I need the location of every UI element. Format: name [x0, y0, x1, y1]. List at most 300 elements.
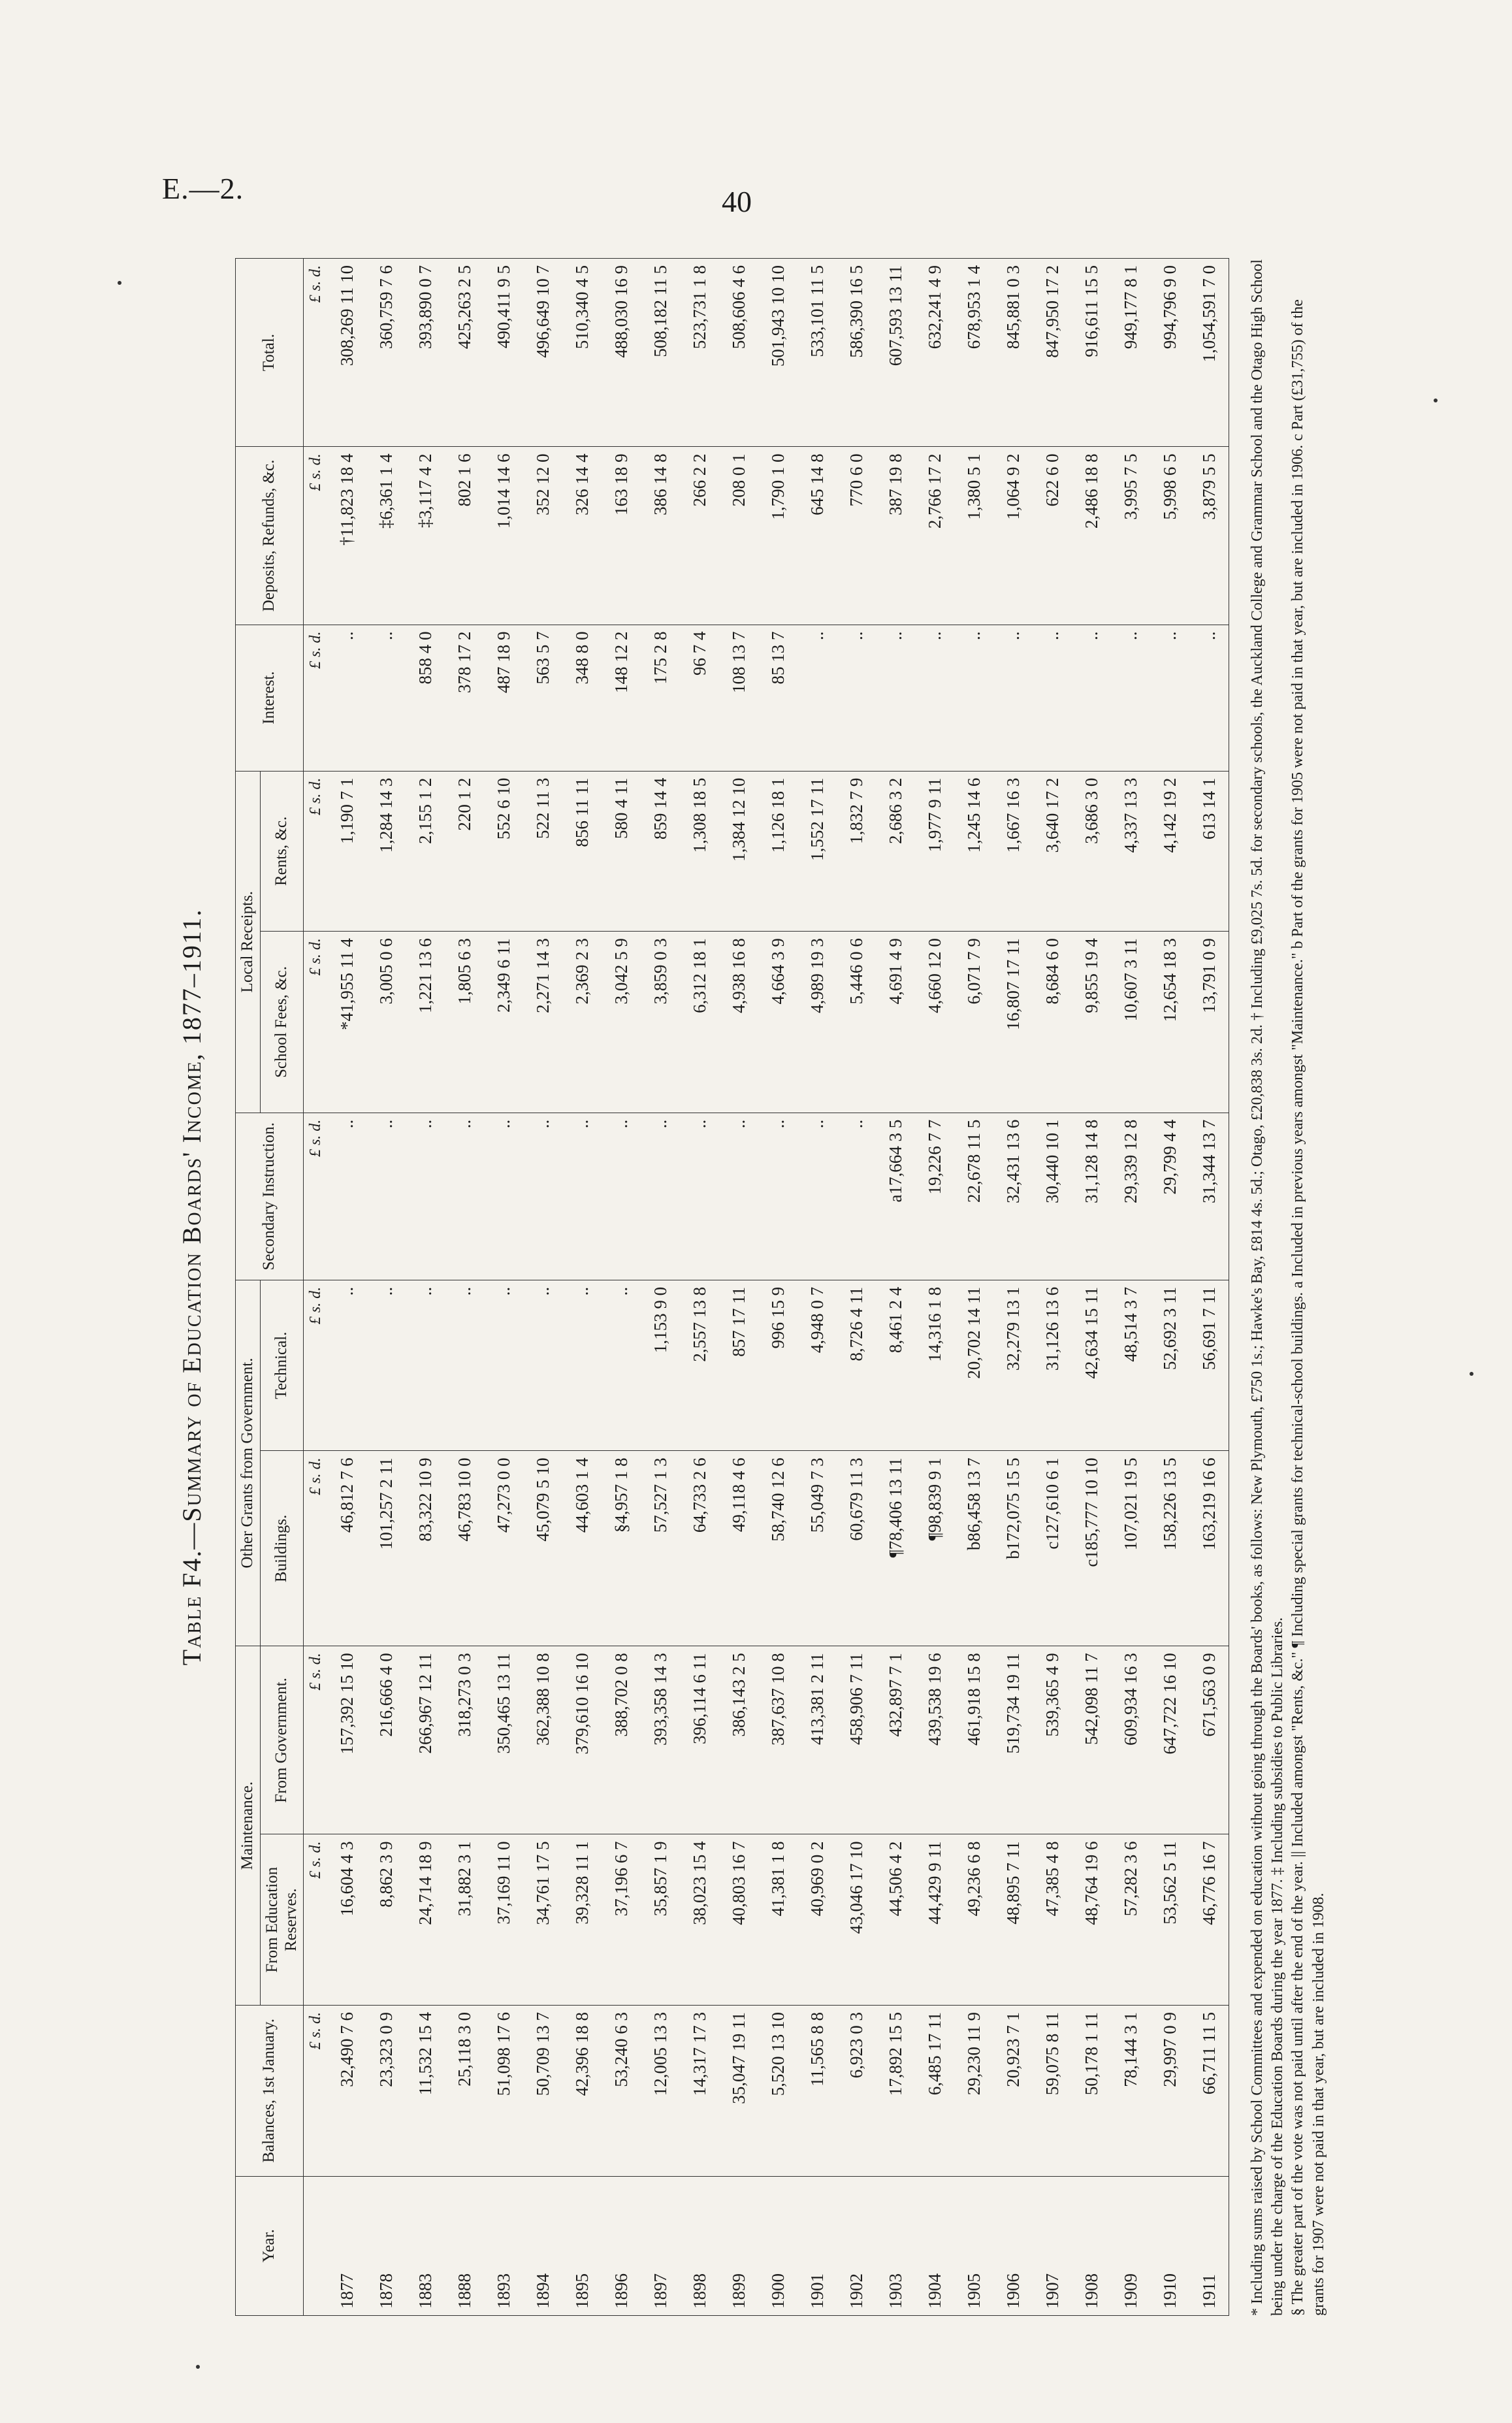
amount-cell: 1,190 7 1 — [327, 771, 366, 932]
amount-cell: .. — [1150, 625, 1189, 771]
amount-cell: 16,807 17 11 — [993, 932, 1033, 1113]
amount-cell: 22,678 11 5 — [954, 1113, 993, 1280]
scan-speck — [196, 2365, 200, 2369]
table-row — [641, 259, 680, 2316]
amount-cell: ¶98,839 9 1 — [915, 1451, 954, 1646]
amount-cell: 38,023 15 4 — [680, 1834, 719, 2006]
amount-cell: 5,520 13 10 — [758, 2006, 797, 2177]
unit-cell: £ s. d. — [304, 2006, 328, 2177]
amount-cell: 3,686 3 0 — [1072, 771, 1111, 932]
scan-speck — [118, 281, 121, 285]
amount-cell: 425,263 2 5 — [445, 259, 484, 447]
amount-cell: 55,049 7 3 — [797, 1451, 837, 1646]
table-row — [876, 259, 915, 2316]
amount-cell: 48,764 19 6 — [1072, 1834, 1111, 2006]
amount-cell: 2,686 3 2 — [876, 771, 915, 932]
table-row — [523, 259, 562, 2316]
amount-cell: 52,692 3 11 — [1150, 1280, 1189, 1451]
page-number: 40 — [722, 185, 752, 218]
amount-cell: .. — [366, 1113, 406, 1280]
amount-cell: 519,734 19 11 — [993, 1646, 1033, 1834]
amount-cell: 60,679 11 3 — [837, 1451, 876, 1646]
amount-cell: 563 5 7 — [523, 625, 562, 771]
table-row — [1111, 259, 1150, 2316]
amount-cell: 4,989 19 3 — [797, 932, 837, 1113]
amount-cell: ‡6,361 1 4 — [366, 447, 406, 625]
amount-cell: 34,761 17 5 — [523, 1834, 562, 2006]
amount-cell: 220 1 2 — [445, 771, 484, 932]
year-cell: 1895 — [562, 2176, 602, 2315]
year-cell: 1894 — [523, 2176, 562, 2315]
amount-cell: .. — [523, 1280, 562, 1451]
amount-cell: 671,563 0 9 — [1189, 1646, 1229, 1834]
amount-cell: 4,337 13 3 — [1111, 771, 1150, 932]
amount-cell: 413,381 2 11 — [797, 1646, 837, 1834]
amount-cell: 1,380 5 1 — [954, 447, 993, 625]
amount-cell: c127,610 6 1 — [1033, 1451, 1072, 1646]
amount-cell: .. — [445, 1113, 484, 1280]
amount-cell: 308,269 11 10 — [327, 259, 366, 447]
header-balances: Balances, 1st January. — [236, 2006, 304, 2177]
amount-cell: 845,881 0 3 — [993, 259, 1033, 447]
page-reference: E.—2. — [162, 172, 244, 205]
table-row — [837, 259, 876, 2316]
amount-cell: 12,654 18 3 — [1150, 932, 1189, 1113]
amount-cell: 522 11 3 — [523, 771, 562, 932]
amount-cell: .. — [837, 1113, 876, 1280]
amount-cell: 580 4 11 — [602, 771, 641, 932]
amount-cell: 2,557 13 8 — [680, 1280, 719, 1451]
amount-cell: 41,381 1 8 — [758, 1834, 797, 2006]
amount-cell: 770 6 0 — [837, 447, 876, 625]
unit-cell: £ s. d. — [304, 259, 328, 447]
year-cell: 1897 — [641, 2176, 680, 2315]
year-cell: 1911 — [1189, 2176, 1229, 2315]
unit-cell: £ s. d. — [304, 932, 328, 1113]
amount-cell: 4,938 16 8 — [719, 932, 758, 1113]
amount-cell: 13,791 0 9 — [1189, 932, 1229, 1113]
amount-cell: 490,411 9 5 — [484, 259, 523, 447]
amount-cell: .. — [366, 1280, 406, 1451]
amount-cell: 32,279 13 1 — [993, 1280, 1033, 1451]
amount-cell: 647,722 16 10 — [1150, 1646, 1189, 1834]
amount-cell: 23,323 0 9 — [366, 2006, 406, 2177]
amount-cell: a17,664 3 5 — [876, 1113, 915, 1280]
table-row — [327, 259, 366, 2316]
table-row — [406, 259, 445, 2316]
amount-cell: 508,606 4 6 — [719, 259, 758, 447]
amount-cell: 50,709 13 7 — [523, 2006, 562, 2177]
amount-cell: 16,604 4 3 — [327, 1834, 366, 2006]
amount-cell: 4,691 4 9 — [876, 932, 915, 1113]
amount-cell: 393,358 14 3 — [641, 1646, 680, 1834]
amount-cell: 8,461 2 4 — [876, 1280, 915, 1451]
amount-cell: 64,733 2 6 — [680, 1451, 719, 1646]
amount-cell: 10,607 3 11 — [1111, 932, 1150, 1113]
year-cell: 1909 — [1111, 2176, 1150, 2315]
amount-cell: .. — [954, 625, 993, 771]
year-cell: 1888 — [445, 2176, 484, 2315]
amount-cell: 3,879 5 5 — [1189, 447, 1229, 625]
amount-cell: .. — [445, 1280, 484, 1451]
header-from-government: From Government. — [260, 1646, 304, 1834]
amount-cell: 11,565 8 8 — [797, 2006, 837, 2177]
amount-cell: 14,317 17 3 — [680, 2006, 719, 2177]
header-school-fees: School Fees, &c. — [260, 932, 304, 1113]
amount-cell: 350,465 13 11 — [484, 1646, 523, 1834]
amount-cell: 29,339 12 8 — [1111, 1113, 1150, 1280]
amount-cell: 386 14 8 — [641, 447, 680, 625]
amount-cell: 108 13 7 — [719, 625, 758, 771]
amount-cell: 42,634 15 11 — [1072, 1280, 1111, 1451]
amount-cell: 14,316 1 8 — [915, 1280, 954, 1451]
amount-cell: 20,702 14 11 — [954, 1280, 993, 1451]
year-cell: 1901 — [797, 2176, 837, 2315]
year-cell: 1877 — [327, 2176, 366, 2315]
unit-cell: £ s. d. — [304, 1113, 328, 1280]
amount-cell: 24,714 18 9 — [406, 1834, 445, 2006]
amount-cell: 42,396 18 8 — [562, 2006, 602, 2177]
amount-cell: 6,485 17 11 — [915, 2006, 954, 2177]
amount-cell: 107,021 19 5 — [1111, 1451, 1150, 1646]
amount-cell: 37,169 11 0 — [484, 1834, 523, 2006]
amount-cell: 360,759 7 6 — [366, 259, 406, 447]
amount-cell: 510,340 4 5 — [562, 259, 602, 447]
amount-cell: 3,640 17 2 — [1033, 771, 1072, 932]
amount-cell: 858 4 0 — [406, 625, 445, 771]
amount-cell: 163 18 9 — [602, 447, 641, 625]
amount-cell: 96 7 4 — [680, 625, 719, 771]
amount-cell: 539,365 4 9 — [1033, 1646, 1072, 1834]
amount-cell: 29,230 11 9 — [954, 2006, 993, 2177]
amount-cell: 3,042 5 9 — [602, 932, 641, 1113]
amount-cell: 348 8 0 — [562, 625, 602, 771]
amount-cell: 57,282 3 6 — [1111, 1834, 1150, 2006]
unit-cell: £ s. d. — [304, 625, 328, 771]
amount-cell: 645 14 8 — [797, 447, 837, 625]
amount-cell: 32,490 7 6 — [327, 2006, 366, 2177]
table-row — [719, 259, 758, 2316]
year-cell: 1908 — [1072, 2176, 1111, 2315]
table-row — [954, 259, 993, 2316]
amount-cell: .. — [1111, 625, 1150, 771]
year-cell: 1899 — [719, 2176, 758, 2315]
amount-cell: 916,611 15 5 — [1072, 259, 1111, 447]
amount-cell: .. — [993, 625, 1033, 771]
amount-cell: 949,177 8 1 — [1111, 259, 1150, 447]
amount-cell: 362,388 10 8 — [523, 1646, 562, 1834]
amount-cell: .. — [641, 1113, 680, 1280]
amount-cell: 58,740 12 6 — [758, 1451, 797, 1646]
amount-cell: 78,144 3 1 — [1111, 2006, 1150, 2177]
amount-cell: 439,538 19 6 — [915, 1646, 954, 1834]
amount-cell: 496,649 10 7 — [523, 259, 562, 447]
header-secondary: Secondary Instruction. — [236, 1113, 304, 1280]
year-cell: 1883 — [406, 2176, 445, 2315]
scan-speck — [1434, 398, 1438, 402]
amount-cell: 318,273 0 3 — [445, 1646, 484, 1834]
amount-cell: .. — [327, 625, 366, 771]
header-maintenance: Maintenance. — [236, 1646, 261, 2006]
amount-cell: 326 14 4 — [562, 447, 602, 625]
amount-cell: 11,532 15 4 — [406, 2006, 445, 2177]
rotated-table-region — [176, 258, 1417, 2316]
amount-cell: .. — [406, 1113, 445, 1280]
amount-cell: *41,955 11 4 — [327, 932, 366, 1113]
unit-cell: £ s. d. — [304, 771, 328, 932]
amount-cell: 6,312 18 1 — [680, 932, 719, 1113]
amount-cell: 1,054,591 7 0 — [1189, 259, 1229, 447]
amount-cell: 609,934 16 3 — [1111, 1646, 1150, 1834]
year-cell: 1902 — [837, 2176, 876, 2315]
table-row — [366, 259, 406, 2316]
amount-cell: .. — [797, 625, 837, 771]
amount-cell: 66,711 11 5 — [1189, 2006, 1229, 2177]
amount-cell: 2,155 1 2 — [406, 771, 445, 932]
amount-cell: 996 15 9 — [758, 1280, 797, 1451]
amount-cell: 4,660 12 0 — [915, 932, 954, 1113]
amount-cell: .. — [366, 625, 406, 771]
table-row — [602, 259, 641, 2316]
amount-cell: 157,392 15 10 — [327, 1646, 366, 1834]
amount-cell: 523,731 1 8 — [680, 259, 719, 447]
amount-cell: 2,369 2 3 — [562, 932, 602, 1113]
amount-cell: 51,098 17 6 — [484, 2006, 523, 2177]
amount-cell: .. — [1072, 625, 1111, 771]
amount-cell: 396,114 6 11 — [680, 1646, 719, 1834]
amount-cell: .. — [406, 1280, 445, 1451]
amount-cell: 158,226 13 5 — [1150, 1451, 1189, 1646]
amount-cell: 1,221 13 6 — [406, 932, 445, 1113]
amount-cell: 461,918 15 8 — [954, 1646, 993, 1834]
amount-cell: 1,126 18 1 — [758, 771, 797, 932]
table-row — [758, 259, 797, 2316]
amount-cell: 31,882 3 1 — [445, 1834, 484, 2006]
header-interest: Interest. — [236, 625, 304, 771]
year-cell: 1905 — [954, 2176, 993, 2315]
amount-cell: 5,998 6 5 — [1150, 447, 1189, 625]
amount-cell: 83,322 10 9 — [406, 1451, 445, 1646]
amount-cell: 47,385 4 8 — [1033, 1834, 1072, 2006]
amount-cell: 175 2 8 — [641, 625, 680, 771]
amount-cell: 1,308 18 5 — [680, 771, 719, 932]
amount-cell: 1,284 14 3 — [366, 771, 406, 932]
year-cell: 1906 — [993, 2176, 1033, 2315]
amount-cell: 3,859 0 3 — [641, 932, 680, 1113]
amount-cell: 458,906 7 11 — [837, 1646, 876, 1834]
amount-cell: 1,667 16 3 — [993, 771, 1033, 932]
amount-cell: 40,803 16 7 — [719, 1834, 758, 2006]
income-summary-table — [235, 258, 1229, 2316]
header-other-grants: Other Grants from Government. — [236, 1280, 261, 1646]
unit-cell: £ s. d. — [304, 1646, 328, 1834]
amount-cell: 4,664 3 9 — [758, 932, 797, 1113]
header-total: Total. — [236, 259, 304, 447]
footnote-1: * Including sums raised by School Committees and expended on education without going through the Boards' books, as follows: New Plymouth, £750 1s.; Hawke's Bay, £814 4s. 5d.; Otago, £20,838 3s. 2d. † Including £9,025 7s. 5d. for secondary schools, the Auckland College and Grammar School and the Otago High School being under the charge of the Education Boards during the year 1877. ‡ Including subsidies to Public Libraries. — [1249, 259, 1287, 2316]
amount-cell: 552 6 10 — [484, 771, 523, 932]
amount-cell: 1,245 14 6 — [954, 771, 993, 932]
amount-cell: 632,241 4 9 — [915, 259, 954, 447]
amount-cell: 50,178 1 11 — [1072, 2006, 1111, 2177]
amount-cell: 2,766 17 2 — [915, 447, 954, 625]
amount-cell: 85 13 7 — [758, 625, 797, 771]
amount-cell: .. — [484, 1113, 523, 1280]
amount-cell: 31,128 14 8 — [1072, 1113, 1111, 1280]
amount-cell: 586,390 16 5 — [837, 259, 876, 447]
amount-cell: 378 17 2 — [445, 625, 484, 771]
amount-cell: 8,862 3 9 — [366, 1834, 406, 2006]
amount-cell: 501,943 10 10 — [758, 259, 797, 447]
amount-cell: 37,196 6 7 — [602, 1834, 641, 2006]
amount-cell: 1,384 12 10 — [719, 771, 758, 932]
amount-cell: 1,832 7 9 — [837, 771, 876, 932]
amount-cell: 19,226 7 7 — [915, 1113, 954, 1280]
amount-cell: 4,142 19 2 — [1150, 771, 1189, 932]
amount-cell: 542,098 11 7 — [1072, 1646, 1111, 1834]
amount-cell: 994,796 9 0 — [1150, 259, 1189, 447]
table-body — [304, 259, 1229, 2316]
amount-cell: .. — [758, 1113, 797, 1280]
table-row — [445, 259, 484, 2316]
amount-cell: .. — [523, 1113, 562, 1280]
amount-cell: 613 14 1 — [1189, 771, 1229, 932]
header-deposits: Deposits, Refunds, &c. — [236, 447, 304, 625]
footnotes — [1247, 258, 1329, 2316]
amount-cell: 32,431 13 6 — [993, 1113, 1033, 1280]
amount-cell: 101,257 2 11 — [366, 1451, 406, 1646]
header-technical: Technical. — [260, 1280, 304, 1451]
header-year: Year. — [236, 2176, 304, 2315]
amount-cell: 1,790 1 0 — [758, 447, 797, 625]
amount-cell: 266 2 2 — [680, 447, 719, 625]
amount-cell: 208 0 1 — [719, 447, 758, 625]
table-row — [915, 259, 954, 2316]
table-row — [1033, 259, 1072, 2316]
amount-cell: 47,273 0 0 — [484, 1451, 523, 1646]
amount-cell: 31,126 13 6 — [1033, 1280, 1072, 1451]
amount-cell: 2,271 14 3 — [523, 932, 562, 1113]
amount-cell: 5,446 0 6 — [837, 932, 876, 1113]
amount-cell: 266,967 12 11 — [406, 1646, 445, 1834]
scan-speck — [1470, 1372, 1473, 1376]
header-rents: Rents, &c. — [260, 771, 304, 932]
amount-cell: .. — [876, 625, 915, 771]
unit-cell: £ s. d. — [304, 1280, 328, 1451]
amount-cell: 46,783 10 0 — [445, 1451, 484, 1646]
amount-cell: 857 17 11 — [719, 1280, 758, 1451]
amount-cell: 48,895 7 11 — [993, 1834, 1033, 2006]
amount-cell: 387 19 8 — [876, 447, 915, 625]
year-cell: 1907 — [1033, 2176, 1072, 2315]
table-row — [484, 259, 523, 2316]
amount-cell: 25,118 3 0 — [445, 2006, 484, 2177]
amount-cell: 387,637 10 8 — [758, 1646, 797, 1834]
amount-cell: 44,603 1 4 — [562, 1451, 602, 1646]
units-row — [304, 259, 328, 2316]
amount-cell: 6,923 0 3 — [837, 2006, 876, 2177]
amount-cell: 46,812 7 6 — [327, 1451, 366, 1646]
amount-cell: 859 14 4 — [641, 771, 680, 932]
amount-cell: 4,948 0 7 — [797, 1280, 837, 1451]
amount-cell: 46,776 16 7 — [1189, 1834, 1229, 2006]
amount-cell: 432,897 7 1 — [876, 1646, 915, 1834]
table-row — [797, 259, 837, 2316]
year-cell: 1896 — [602, 2176, 641, 2315]
unit-cell: £ s. d. — [304, 447, 328, 625]
amount-cell: 2,349 6 11 — [484, 932, 523, 1113]
amount-cell: 3,995 7 5 — [1111, 447, 1150, 625]
amount-cell: 45,079 5 10 — [523, 1451, 562, 1646]
amount-cell: 53,240 6 3 — [602, 2006, 641, 2177]
year-cell: 1903 — [876, 2176, 915, 2315]
amount-cell: b172,075 15 5 — [993, 1451, 1033, 1646]
amount-cell: .. — [680, 1113, 719, 1280]
amount-cell: 388,702 0 8 — [602, 1646, 641, 1834]
amount-cell: 622 6 0 — [1033, 447, 1072, 625]
amount-cell: 1,014 14 6 — [484, 447, 523, 625]
amount-cell: 49,236 6 8 — [954, 1834, 993, 2006]
amount-cell: 352 12 0 — [523, 447, 562, 625]
amount-cell: 216,666 4 0 — [366, 1646, 406, 1834]
amount-cell: §4,957 1 8 — [602, 1451, 641, 1646]
amount-cell: .. — [327, 1113, 366, 1280]
amount-cell: .. — [562, 1113, 602, 1280]
amount-cell: 8,726 4 11 — [837, 1280, 876, 1451]
amount-cell: 533,101 11 5 — [797, 259, 837, 447]
amount-cell: 386,143 2 5 — [719, 1646, 758, 1834]
amount-cell: 1,064 9 2 — [993, 447, 1033, 625]
amount-cell: .. — [327, 1280, 366, 1451]
amount-cell: 8,684 6 0 — [1033, 932, 1072, 1113]
amount-cell: c185,777 10 10 — [1072, 1451, 1111, 1646]
unit-cell — [304, 2176, 328, 2315]
amount-cell: 1,977 9 11 — [915, 771, 954, 932]
amount-cell: †11,823 18 4 — [327, 447, 366, 625]
amount-cell: 678,953 1 4 — [954, 259, 993, 447]
year-cell: 1898 — [680, 2176, 719, 2315]
amount-cell: 847,950 17 2 — [1033, 259, 1072, 447]
amount-cell: .. — [1033, 625, 1072, 771]
amount-cell: 6,071 7 9 — [954, 932, 993, 1113]
year-cell: 1878 — [366, 2176, 406, 2315]
amount-cell: 488,030 16 9 — [602, 259, 641, 447]
table-row — [993, 259, 1033, 2316]
amount-cell: 1,805 6 3 — [445, 932, 484, 1113]
amount-cell: .. — [602, 1280, 641, 1451]
amount-cell: 487 18 9 — [484, 625, 523, 771]
amount-cell: 31,344 13 7 — [1189, 1113, 1229, 1280]
table-row — [562, 259, 602, 2316]
amount-cell: 17,892 15 5 — [876, 2006, 915, 2177]
amount-cell: 30,440 10 1 — [1033, 1113, 1072, 1280]
year-cell: 1893 — [484, 2176, 523, 2315]
header-local-receipts: Local Receipts. — [236, 771, 261, 1113]
table-title: Table F4.—Summary of Education Boards' Income, 1877–1911. — [177, 908, 206, 1666]
amount-cell: 802 1 6 — [445, 447, 484, 625]
amount-cell: 9,855 19 4 — [1072, 932, 1111, 1113]
table-row — [1150, 259, 1189, 2316]
amount-cell: 163,219 16 6 — [1189, 1451, 1229, 1646]
amount-cell: .. — [837, 625, 876, 771]
amount-cell: 57,527 1 3 — [641, 1451, 680, 1646]
amount-cell: .. — [562, 1280, 602, 1451]
amount-cell: 35,047 19 11 — [719, 2006, 758, 2177]
year-cell: 1910 — [1150, 2176, 1189, 2315]
footnote-2: § The greater part of the vote was not paid until after the end of the year. || Included amongst "Rents, &c." ¶ Including special grants for technical-school buildings. a Included in previous years amongst "Maintenance." b Part of the grants for 1905 were not paid in that year, but are included in 1906. c Part (£31,755) of the grants for 1907 were not paid in that year, but are included in 1908. — [1289, 299, 1327, 2316]
table-row — [680, 259, 719, 2316]
amount-cell: 43,046 17 10 — [837, 1834, 876, 2006]
amount-cell: .. — [915, 625, 954, 771]
